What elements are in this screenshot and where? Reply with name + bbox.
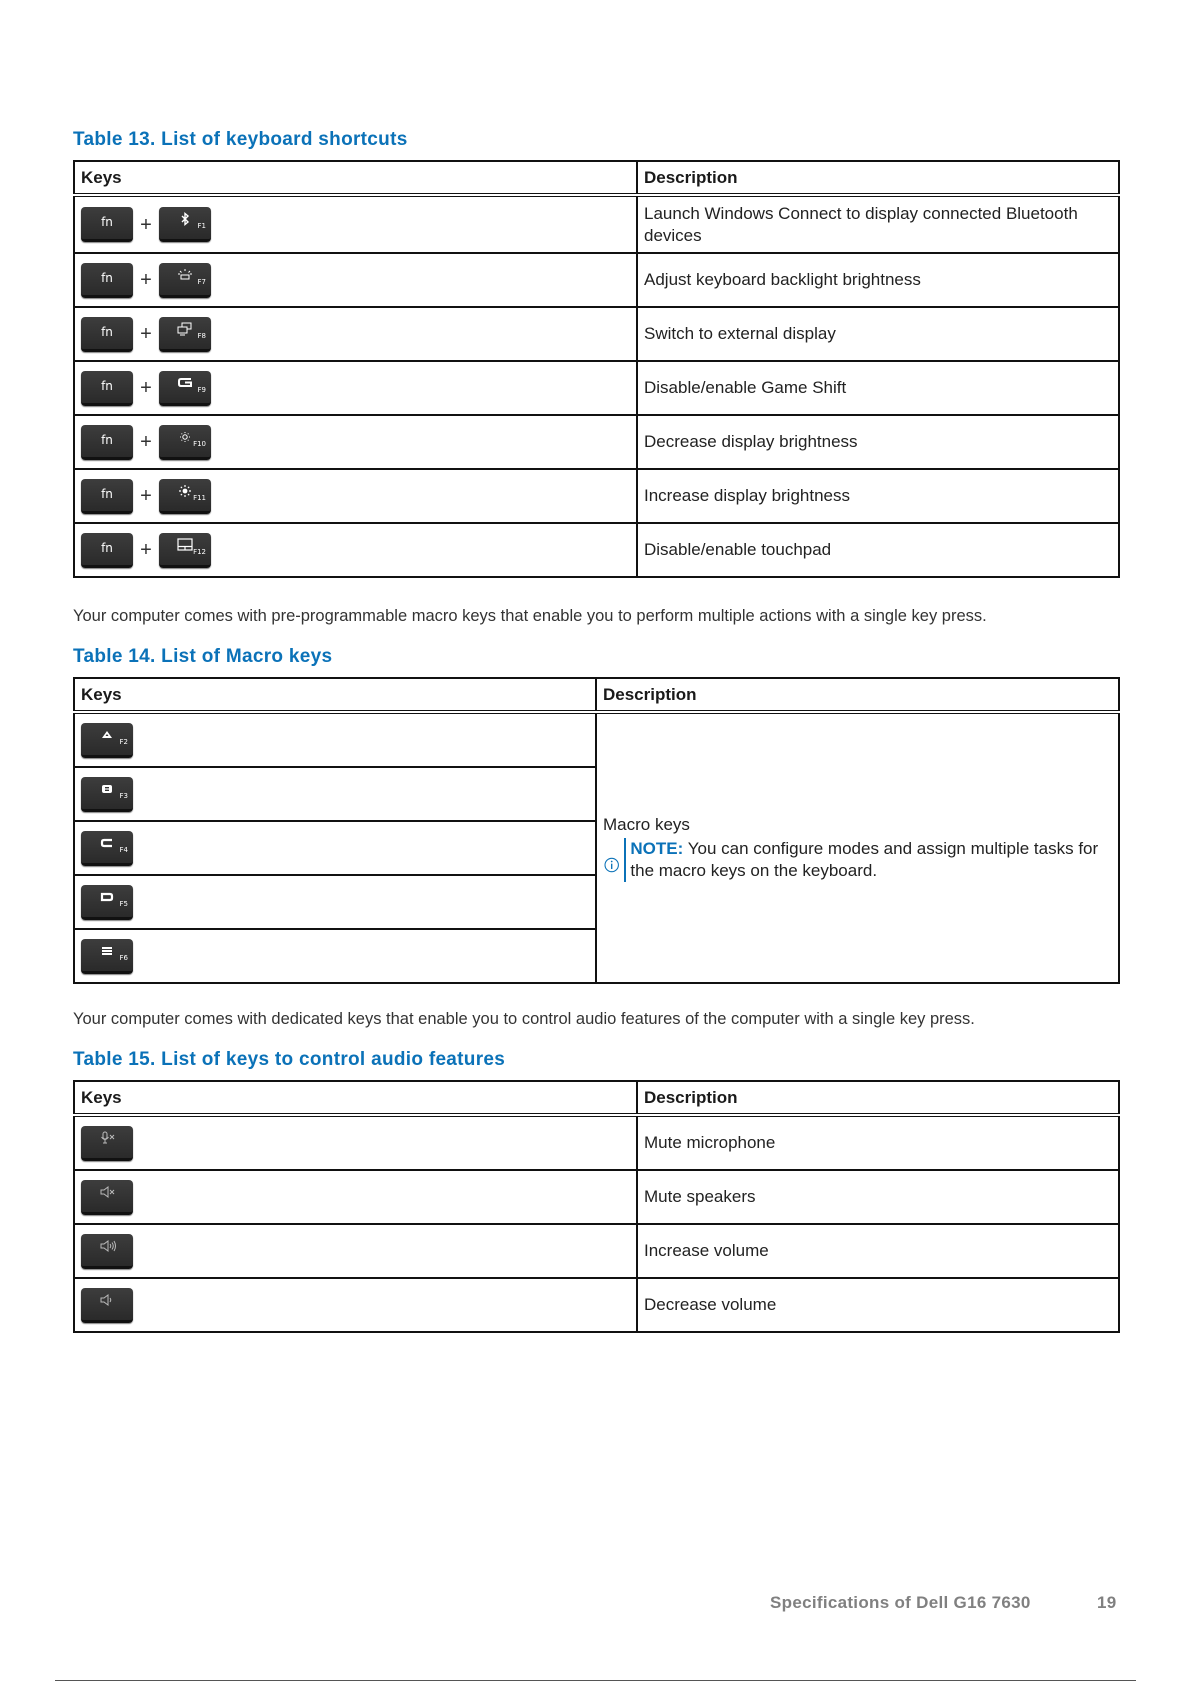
volume-up-key: [81, 1234, 133, 1269]
keys-cell: [74, 1115, 637, 1170]
keyboard-shortcuts-table: [73, 160, 1120, 578]
fn-key: fn: [81, 207, 133, 242]
keys-cell: [74, 1278, 637, 1332]
volume-up-icon: [99, 1239, 117, 1253]
mute-microphone-key: [81, 1126, 133, 1161]
table-header-row: [74, 678, 1119, 712]
note-body: [624, 838, 1112, 882]
note-text: You can configure modes and assign multiple tasks for the macro keys on the keyboard.: [630, 839, 1099, 880]
keys-cell: [74, 712, 596, 767]
f11-key: F11: [159, 479, 211, 514]
f6-macro-e-key: F6: [81, 939, 133, 974]
keys-cell: [74, 767, 596, 821]
plus-sign: +: [140, 485, 152, 507]
macro-d-icon: [99, 890, 115, 904]
keys-cell: [74, 195, 637, 253]
f1-key: F1: [159, 207, 211, 242]
keys-cell: [74, 821, 596, 875]
table-row: [74, 307, 1119, 361]
f9-key: F9: [159, 371, 211, 406]
keys-cell: [74, 1170, 637, 1224]
macro-keys-intro: Your computer comes with pre-programmable macro keys that enable you to perform multiple actions with a single key press.: [73, 607, 987, 625]
keys-cell: [74, 523, 637, 577]
description-cell: Switch to external display: [637, 307, 1119, 361]
mute-microphone-icon: [99, 1131, 117, 1145]
fn-key: fn: [81, 533, 133, 568]
table-row: [74, 712, 1119, 767]
keyboard-backlight-icon: [177, 268, 193, 282]
description-cell: Decrease display brightness: [637, 415, 1119, 469]
macro-keys-label: Macro keys: [603, 815, 690, 834]
plus-sign: +: [140, 213, 152, 236]
fn-key: fn: [81, 425, 133, 460]
f5-macro-d-key: F5: [81, 885, 133, 920]
f2-macro-a-key: F2: [81, 723, 133, 758]
fn-key: fn: [81, 371, 133, 406]
plus-sign: +: [140, 431, 152, 453]
table-row: [74, 415, 1119, 469]
f7-key: F7: [159, 263, 211, 298]
keys-cell: [74, 469, 637, 523]
fn-key: fn: [81, 263, 133, 298]
touchpad-icon: [177, 538, 193, 552]
brightness-down-icon: [177, 430, 193, 444]
keys-cell: [74, 415, 637, 469]
table-row: [74, 1170, 1119, 1224]
keys-cell: [74, 307, 637, 361]
page-number: 19: [1097, 1593, 1117, 1612]
macro-a-icon: [99, 728, 115, 742]
fn-key: fn: [81, 317, 133, 352]
plus-sign: +: [140, 539, 152, 561]
macro-c-icon: [99, 836, 115, 850]
table-row: [74, 523, 1119, 577]
external-display-icon: [177, 322, 193, 336]
description-header: Description: [596, 678, 1119, 712]
keys-cell: [74, 929, 596, 983]
f10-key: F10: [159, 425, 211, 460]
info-icon: [603, 852, 620, 878]
keys-cell: [74, 875, 596, 929]
description-cell: Adjust keyboard backlight brightness: [637, 253, 1119, 307]
description-cell: Mute speakers: [637, 1170, 1119, 1224]
keys-cell: [74, 1224, 637, 1278]
mute-speaker-key: [81, 1180, 133, 1215]
description-cell: Decrease volume: [637, 1278, 1119, 1332]
description-cell: Disable/enable Game Shift: [637, 361, 1119, 415]
audio-keys-intro: Your computer comes with dedicated keys that enable you to control audio features of the computer with a single key press.: [73, 1010, 975, 1028]
note: [603, 838, 1112, 882]
macro-b-icon: [99, 782, 115, 796]
volume-down-icon: [99, 1293, 117, 1307]
table-row: [74, 1278, 1119, 1332]
table-header-row: [74, 161, 1119, 195]
note-label: NOTE:: [630, 839, 684, 858]
table-row: [74, 469, 1119, 523]
keys-header: Keys: [74, 161, 637, 195]
plus-sign: +: [140, 323, 152, 345]
table-row: [74, 361, 1119, 415]
bluetooth-icon: [177, 212, 193, 226]
keys-cell: [74, 253, 637, 307]
f3-macro-b-key: F3: [81, 777, 133, 812]
table-13-caption: Table 13. List of keyboard shortcuts: [73, 129, 408, 150]
plus-sign: +: [140, 269, 152, 291]
description-cell: Launch Windows Connect to display connected Bluetooth devices: [637, 195, 1119, 253]
keys-header: Keys: [74, 678, 596, 712]
footer-rule: [55, 1680, 1136, 1681]
table-row: [74, 1115, 1119, 1170]
table-header-row: [74, 1081, 1119, 1115]
table-row: [74, 1224, 1119, 1278]
description-cell: Disable/enable touchpad: [637, 523, 1119, 577]
f4-macro-c-key: F4: [81, 831, 133, 866]
description-cell: Increase display brightness: [637, 469, 1119, 523]
table-14-caption: Table 14. List of Macro keys: [73, 646, 333, 667]
audio-keys-table: [73, 1080, 1120, 1333]
description-cell: [596, 712, 1119, 983]
mute-speaker-icon: [99, 1185, 117, 1199]
keys-cell: [74, 361, 637, 415]
description-header: Description: [637, 161, 1119, 195]
game-shift-icon: [177, 376, 193, 390]
plus-sign: +: [140, 377, 152, 399]
description-cell: Mute microphone: [637, 1115, 1119, 1170]
fn-key: fn: [81, 479, 133, 514]
table-15-caption: Table 15. List of keys to control audio features: [73, 1049, 506, 1070]
keys-header: Keys: [74, 1081, 637, 1115]
f12-key: F12: [159, 533, 211, 568]
volume-down-key: [81, 1288, 133, 1323]
brightness-up-icon: [177, 484, 193, 498]
table-row: [74, 253, 1119, 307]
macro-e-icon: [99, 944, 115, 958]
description-cell: Increase volume: [637, 1224, 1119, 1278]
f8-key: F8: [159, 317, 211, 352]
description-header: Description: [637, 1081, 1119, 1115]
footer-title: Specifications of Dell G16 7630: [770, 1593, 1031, 1612]
macro-keys-table: [73, 677, 1120, 984]
table-row: [74, 195, 1119, 253]
